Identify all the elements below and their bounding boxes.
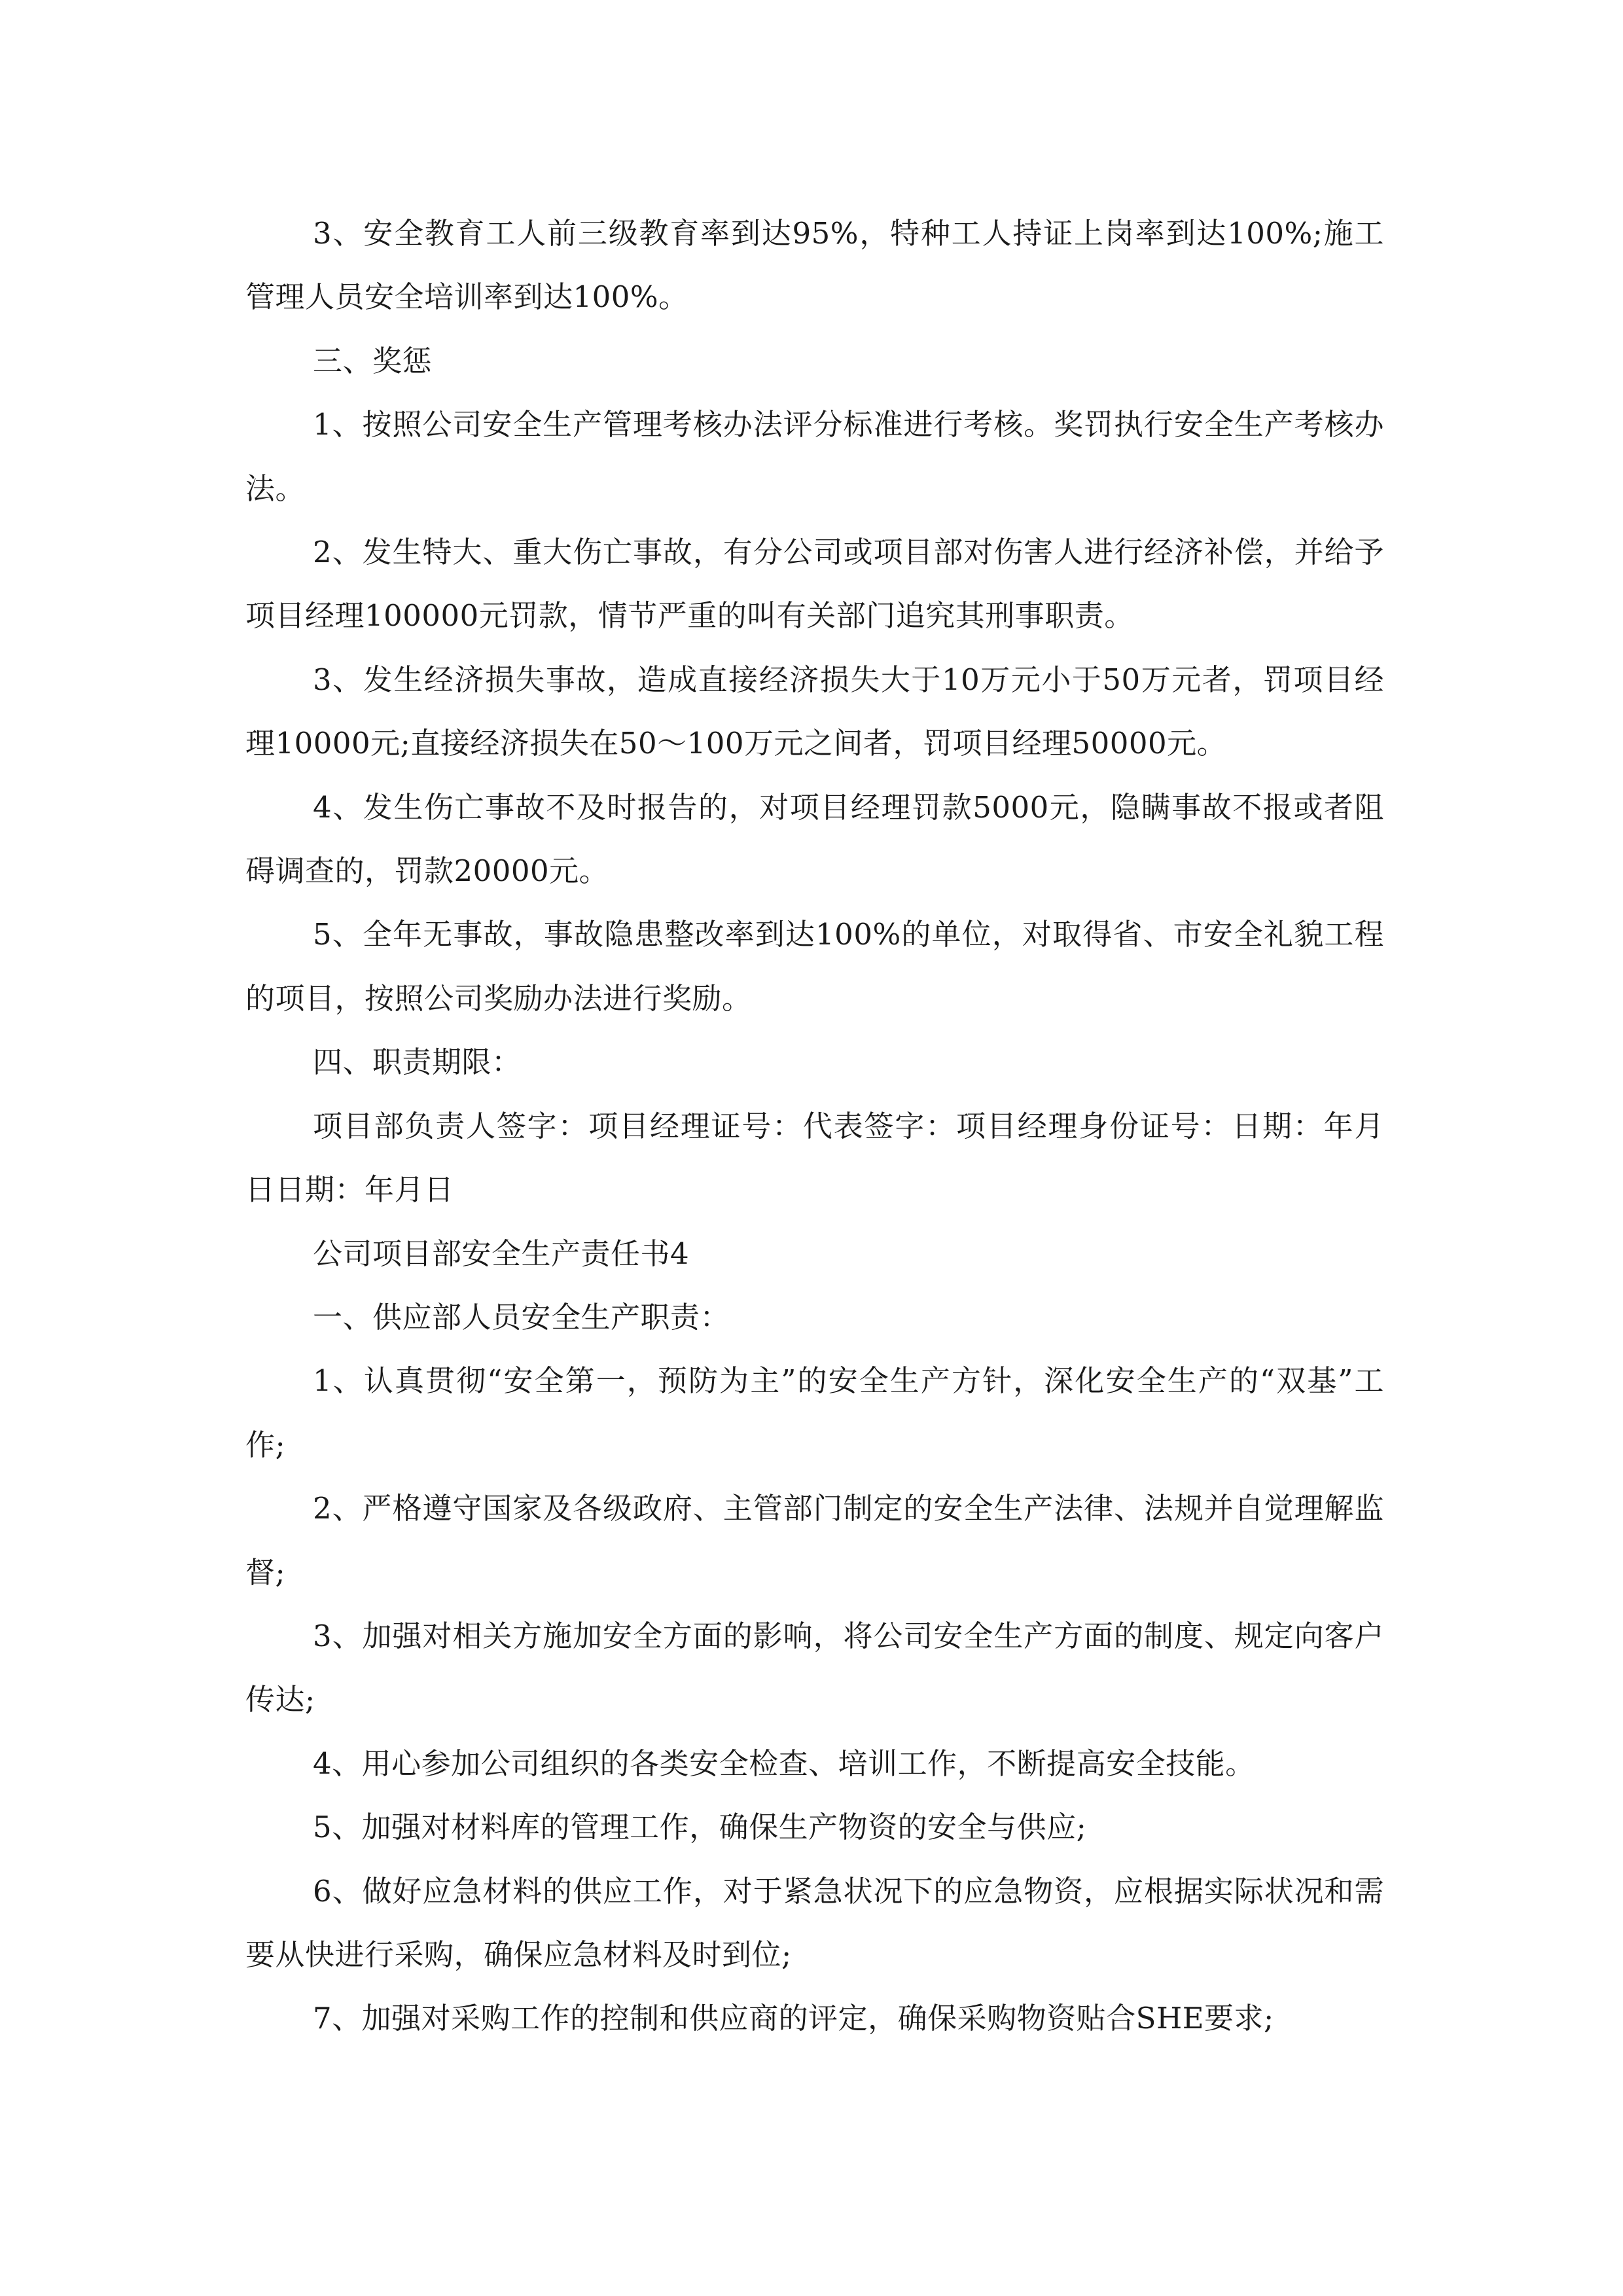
paragraph-duty-7: 7、加强对采购工作的控制和供应商的评定，确保采购物资贴合SHE要求;: [313, 2001, 1274, 2036]
paragraph-duty-6: 6、做好应急材料的供应工作，对于紧急状况下的应急物资，应根据实际状况和需要从快进行采购，确保应急材料及时到位;: [245, 1873, 1384, 1972]
document-body: [245, 202, 1384, 2051]
paragraph-rewards-3: 3、发生经济损失事故，造成直接经济损失大于10万元小于50万元者，罚项目经理10000元;直接经济损失在50～100万元之间者，罚项目经理50000元。: [245, 662, 1384, 761]
paragraph-rewards-4: 4、发生伤亡事故不及时报告的，对项目经理罚款5000元，隐瞒事故不报或者阻碍调查的，罚款20000元。: [245, 789, 1384, 889]
signature-line: 项目部负责人签字：项目经理证号：代表签字：项目经理身份证号：日期：年月日日期：年月日: [245, 1108, 1384, 1208]
paragraph-duty-4: 4、用心参加公司组织的各类安全检查、培训工作，不断提高安全技能。: [313, 1746, 1255, 1781]
paragraph-rewards-1: 1、按照公司安全生产管理考核办法评分标准进行考核。奖罚执行安全生产考核办法。: [245, 407, 1384, 506]
paragraph-education-rate: 3、安全教育工人前三级教育率到达95%，特种工人持证上岗率到达100%;施工管理人员安全培训率到达100%。: [245, 216, 1384, 315]
heading-rewards-penalties: 三、奖惩: [313, 343, 433, 378]
paragraph-duty-1: 1、认真贯彻“安全第一，预防为主”的安全生产方针，深化安全生产的“双基”工作;: [245, 1363, 1384, 1462]
paragraph-duty-2: 2、严格遵守国家及各级政府、主管部门制定的安全生产法律、法规并自觉理解监督;: [245, 1491, 1384, 1590]
heading-term: 四、职责期限：: [313, 1045, 522, 1080]
paragraph-rewards-5: 5、全年无事故，事故隐患整改率到达100%的单位，对取得省、市安全礼貌工程的项目，按照公司奖励办法进行奖励。: [245, 917, 1384, 1016]
paragraph-duty-5: 5、加强对材料库的管理工作，确保生产物资的安全与供应;: [313, 1810, 1087, 1845]
heading-supply-duties: 一、供应部人员安全生产职责：: [313, 1299, 730, 1335]
paragraph-rewards-2: 2、发生特大、重大伤亡事故，有分公司或项目部对伤害人进行经济补偿，并给予项目经理100000元罚款，情节严重的叫有关部门追究其刑事职责。: [245, 535, 1384, 634]
document-title: 公司项目部安全生产责任书4: [313, 1236, 690, 1271]
paragraph-duty-3: 3、加强对相关方施加安全方面的影响，将公司安全生产方面的制度、规定向客户传达;: [245, 1618, 1384, 1717]
